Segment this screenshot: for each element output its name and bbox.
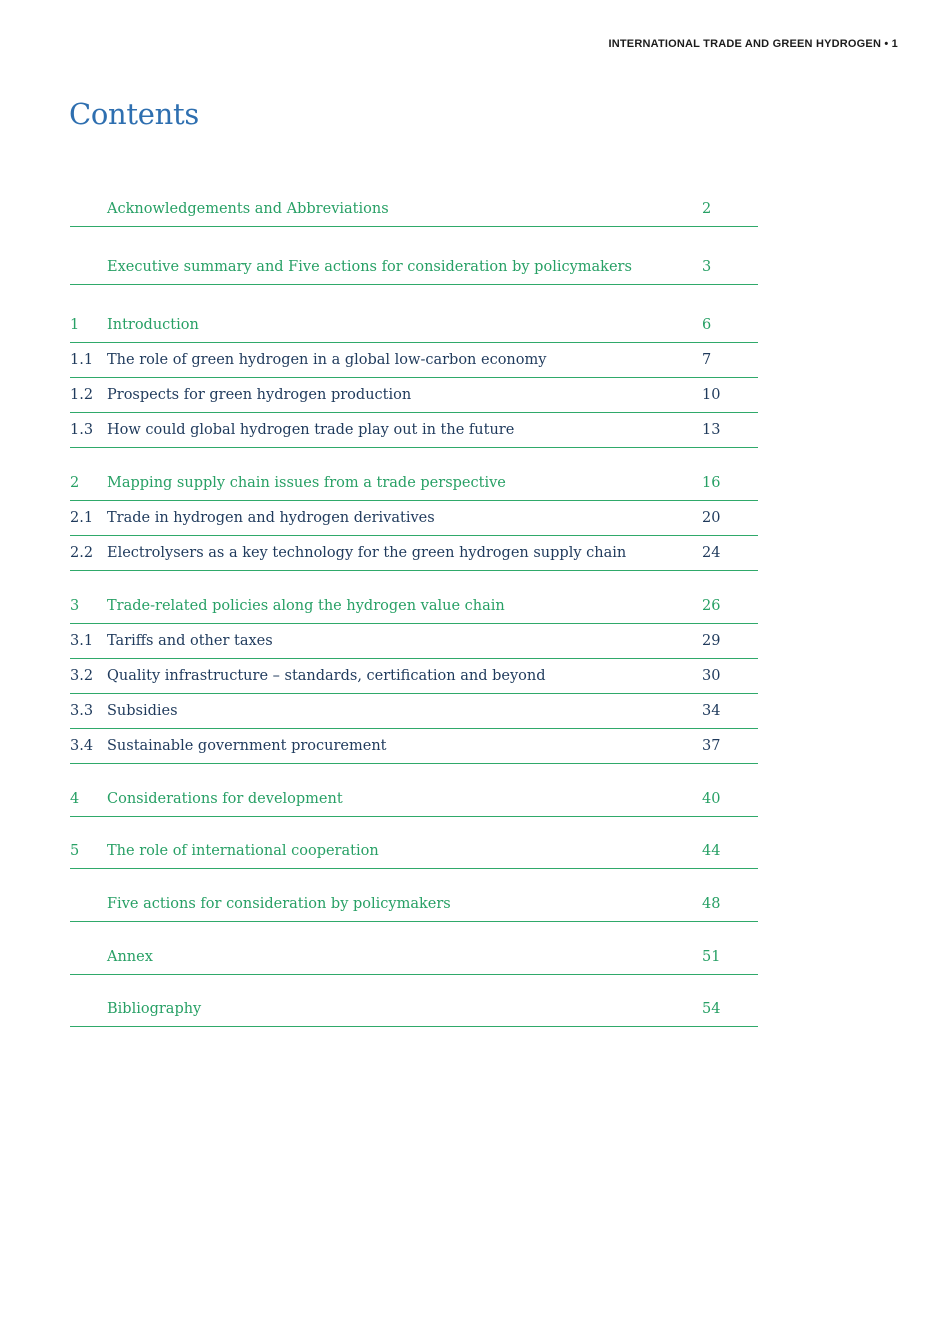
toc-entry[interactable] xyxy=(70,250,758,285)
toc-entry[interactable] xyxy=(70,694,758,729)
toc-entry-number: 3.4 xyxy=(70,738,94,754)
toc-entry[interactable] xyxy=(70,940,758,975)
toc-entry[interactable] xyxy=(70,501,758,536)
toc-entry-number: 2 xyxy=(70,475,80,491)
toc-entry-page: 48 xyxy=(702,896,721,912)
toc-entry-label: The role of international cooperation xyxy=(107,843,379,859)
toc-entry-number: 3 xyxy=(70,598,80,614)
toc-entry-number: 2.1 xyxy=(70,510,94,526)
toc-entry-label: Five actions for consideration by policymakers xyxy=(107,896,451,912)
toc-entry-label: Mapping supply chain issues from a trade perspective xyxy=(107,475,506,491)
toc-entry-number: 5 xyxy=(70,843,80,859)
toc-entry-label: Introduction xyxy=(107,317,199,333)
toc-entry-label: Acknowledgements and Abbreviations xyxy=(107,201,389,217)
toc-entry-label: Prospects for green hydrogen production xyxy=(107,387,412,403)
toc-entry-number: 1.1 xyxy=(70,352,94,368)
toc-entry-page: 34 xyxy=(702,703,721,719)
toc-entry-number: 1.3 xyxy=(70,422,94,438)
toc-entry-number: 1.2 xyxy=(70,387,94,403)
toc-entry-number: 3.3 xyxy=(70,703,94,719)
toc-entry-number: 1 xyxy=(70,317,80,333)
toc-entry-page: 20 xyxy=(702,510,721,526)
toc-entry[interactable] xyxy=(70,378,758,413)
toc-entry-number: 4 xyxy=(70,791,80,807)
toc-entry-page: 29 xyxy=(702,633,721,649)
toc-entry-label: Quality infrastructure – standards, certification and beyond xyxy=(107,668,546,684)
toc-entry-page: 26 xyxy=(702,598,721,614)
toc-entry-page: 2 xyxy=(702,201,712,217)
toc-entry-label: How could global hydrogen trade play out in the future xyxy=(107,422,515,438)
toc-entry[interactable] xyxy=(70,536,758,571)
toc-entry[interactable] xyxy=(70,192,758,227)
toc-entry-page: 24 xyxy=(702,545,721,561)
toc-entry-page: 40 xyxy=(702,791,721,807)
toc-entry-number: 3.2 xyxy=(70,668,94,684)
toc-entry-label: Electrolysers as a key technology for the green hydrogen supply chain xyxy=(107,545,627,561)
toc-entry-page: 3 xyxy=(702,259,712,275)
toc-entry-label: Trade in hydrogen and hydrogen derivatives xyxy=(107,510,435,526)
toc-entry-number: 3.1 xyxy=(70,633,94,649)
toc-entry[interactable] xyxy=(70,729,758,764)
toc-entry-page: 37 xyxy=(702,738,721,754)
toc-entry-page: 16 xyxy=(702,475,721,491)
toc-entry-label: Bibliography xyxy=(107,1001,202,1017)
toc-entry-page: 13 xyxy=(702,422,721,438)
toc-entry[interactable] xyxy=(70,343,758,378)
toc-entry-label: Considerations for development xyxy=(107,791,343,807)
toc-entry-label: The role of green hydrogen in a global low-carbon economy xyxy=(107,352,547,368)
toc-entry-page: 30 xyxy=(702,668,721,684)
toc-entry[interactable] xyxy=(70,624,758,659)
toc-entry-label: Subsidies xyxy=(107,703,178,719)
toc-entry-label: Executive summary and Five actions for consideration by policymakers xyxy=(107,259,632,275)
toc-entry[interactable] xyxy=(70,413,758,448)
toc-entry[interactable] xyxy=(70,992,758,1027)
toc-entry-page: 54 xyxy=(702,1001,721,1017)
toc-entry-label: Annex xyxy=(107,949,153,965)
toc-entry-page: 44 xyxy=(702,843,721,859)
toc-entry[interactable] xyxy=(70,659,758,694)
running-header: INTERNATIONAL TRADE AND GREEN HYDROGEN • 1 xyxy=(608,38,898,50)
toc-entry[interactable] xyxy=(70,887,758,922)
toc-entry-label: Sustainable government procurement xyxy=(107,738,387,754)
toc-entry-page: 7 xyxy=(702,352,712,368)
toc-entry-page: 51 xyxy=(702,949,721,965)
toc-entry-label: Tariffs and other taxes xyxy=(107,633,273,649)
toc-entry-number: 2.2 xyxy=(70,545,94,561)
page-title: Contents xyxy=(69,97,199,131)
toc-entry[interactable] xyxy=(70,466,758,501)
toc-entry-label: Trade-related policies along the hydrogen value chain xyxy=(107,598,505,614)
toc-entry[interactable] xyxy=(70,589,758,624)
toc-entry-page: 10 xyxy=(702,387,721,403)
toc-entry[interactable] xyxy=(70,834,758,869)
toc-entry[interactable] xyxy=(70,308,758,343)
toc-entry[interactable] xyxy=(70,782,758,817)
toc-entry-page: 6 xyxy=(702,317,712,333)
